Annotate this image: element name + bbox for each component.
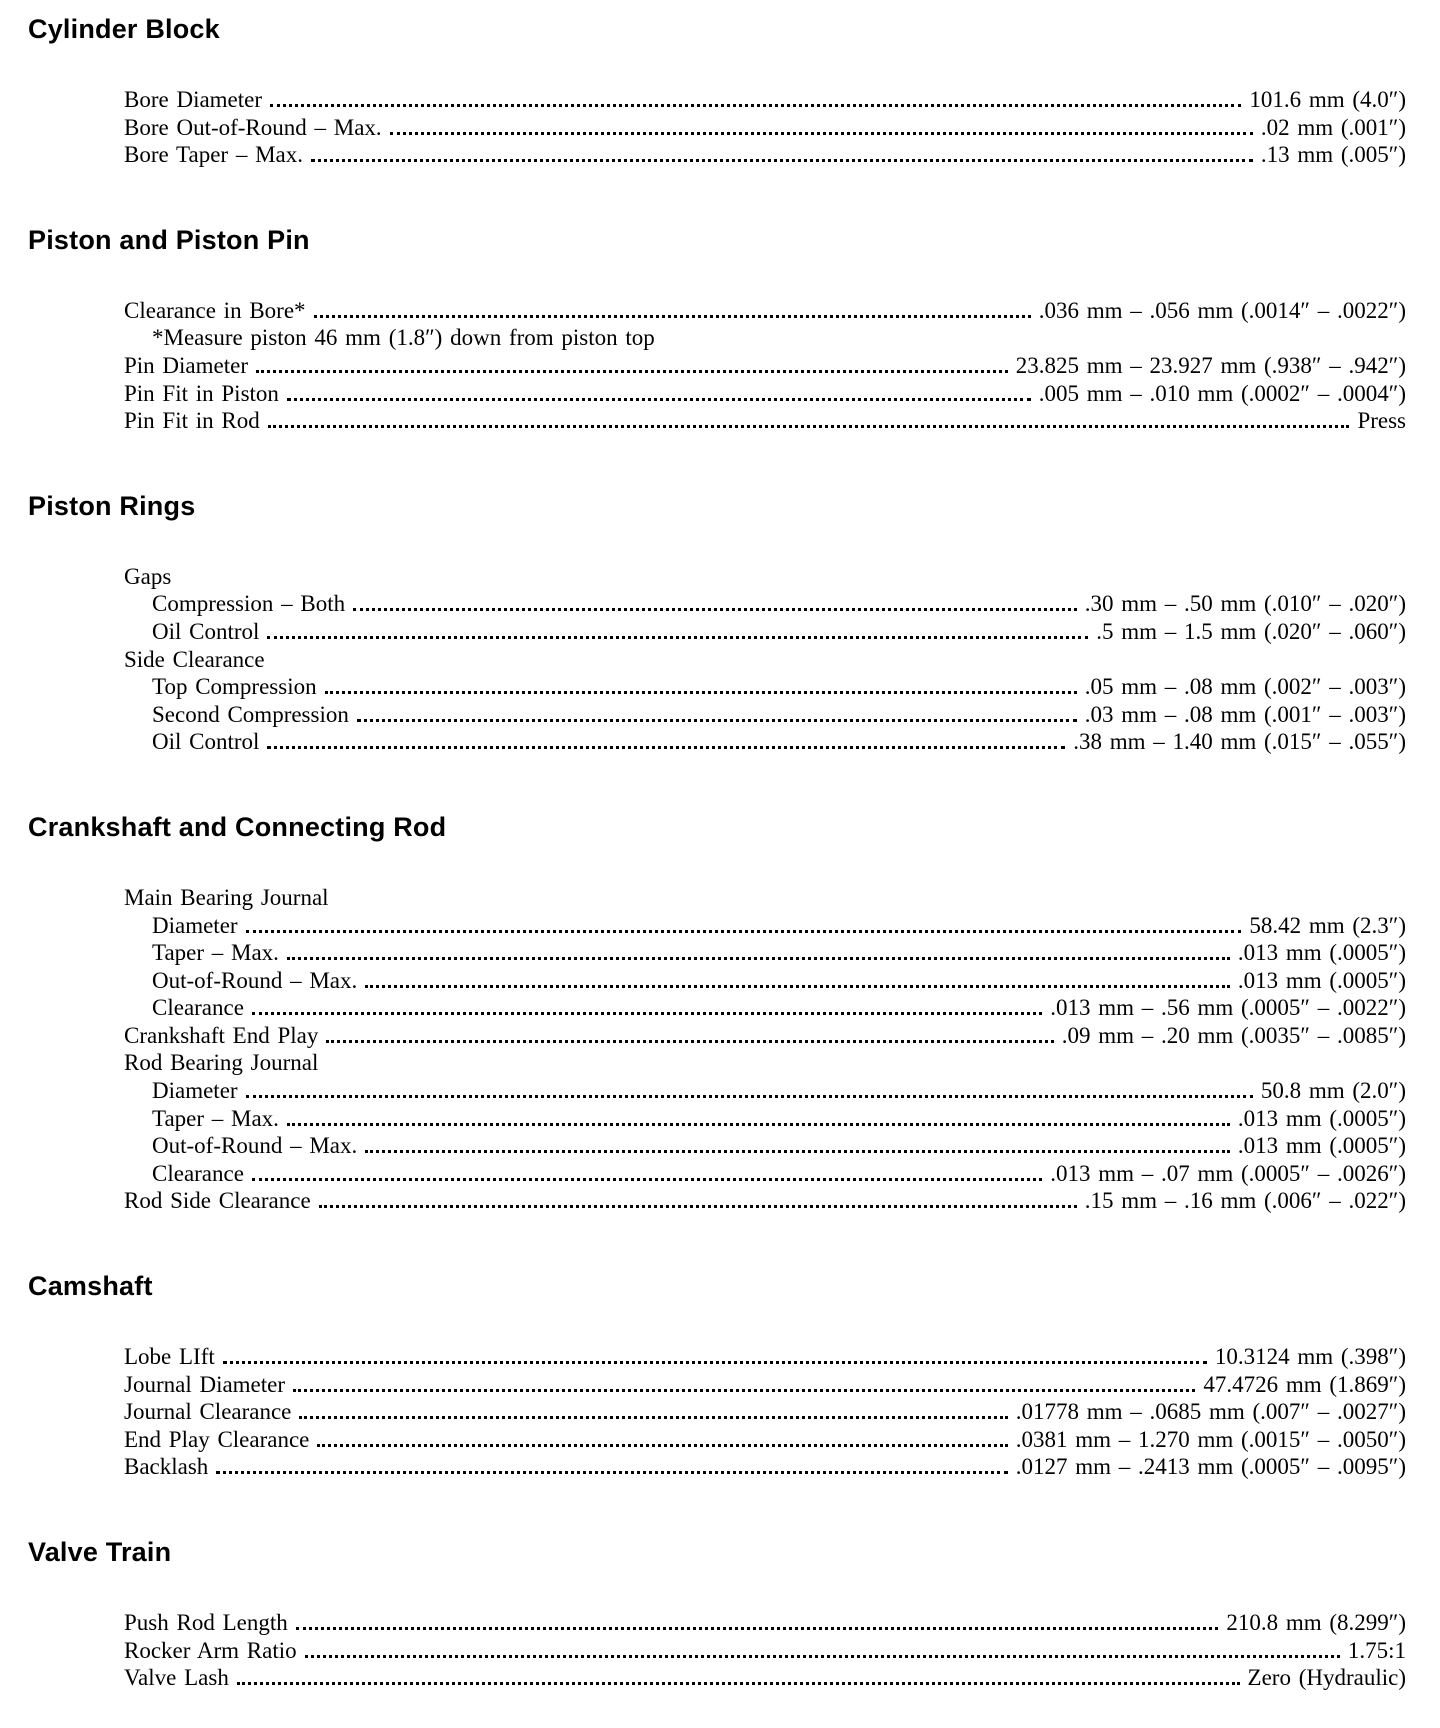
dot-leader	[270, 102, 1241, 107]
spec-label: Second Compression	[152, 701, 349, 727]
spec-value: 23.825 mm – 23.927 mm (.938″ – .942″)	[1015, 352, 1406, 378]
section-title: Piston and Piston Pin	[28, 224, 310, 255]
spec-row	[28, 1343, 1406, 1371]
spec-value: .0127 mm – .2413 mm (.0005″ – .0095″)	[1015, 1454, 1406, 1480]
spec-value: 1.75:1	[1347, 1637, 1406, 1663]
spec-row	[28, 352, 1406, 380]
spec-row	[28, 701, 1406, 729]
dot-leader	[390, 130, 1253, 135]
spec-label: Clearance in Bore*	[124, 297, 306, 323]
spec-label: Gaps	[124, 563, 172, 589]
spec-sections	[28, 14, 1406, 1692]
spec-label: End Play Clearance	[124, 1426, 310, 1452]
spec-label: Compression – Both	[152, 591, 346, 617]
dot-leader	[314, 313, 1031, 318]
spec-row	[28, 939, 1406, 967]
spec-row	[28, 590, 1406, 618]
spec-group-row	[28, 563, 1406, 591]
dot-leader	[293, 1387, 1195, 1392]
spec-row	[28, 1077, 1406, 1105]
section-rows	[28, 1609, 1406, 1692]
spec-label: Diameter	[152, 912, 238, 938]
dot-leader	[305, 1653, 1340, 1658]
spec-label: Rocker Arm Ratio	[124, 1637, 297, 1663]
spec-row	[28, 967, 1406, 995]
spec-row	[28, 1187, 1406, 1215]
spec-value: 47.4726 mm (1.869″)	[1203, 1371, 1406, 1397]
spec-label: Main Bearing Journal	[124, 884, 329, 910]
spec-row	[28, 297, 1406, 325]
dot-leader	[246, 1093, 1253, 1098]
dot-leader	[223, 1359, 1207, 1364]
spec-value: Press	[1357, 408, 1406, 434]
spec-value: .30 mm – .50 mm (.010″ – .020″)	[1084, 591, 1406, 617]
dot-leader	[365, 1148, 1230, 1153]
spec-value: .03 mm – .08 mm (.001″ – .003″)	[1084, 701, 1406, 727]
dot-leader	[296, 1625, 1219, 1630]
dot-leader	[353, 606, 1077, 611]
section-title: Crankshaft and Connecting Rod	[28, 811, 447, 842]
spec-value: .013 mm (.0005″)	[1237, 940, 1406, 966]
spec-label: Crankshaft End Play	[124, 1022, 319, 1048]
spec-label: Top Compression	[152, 674, 317, 700]
dot-leader	[252, 1010, 1042, 1015]
section-title: Cylinder Block	[28, 14, 220, 44]
spec-value: .38 mm – 1.40 mm (.015″ – .055″)	[1073, 729, 1406, 755]
spec-value: Zero (Hydraulic)	[1247, 1665, 1406, 1691]
spec-label: Diameter	[152, 1078, 238, 1104]
spec-label: Out-of-Round – Max.	[152, 1133, 358, 1159]
spec-row	[28, 1160, 1406, 1188]
spec-value: 101.6 mm (4.0″)	[1249, 87, 1406, 112]
spec-value: .02 mm (.001″)	[1260, 114, 1406, 140]
spec-value: .013 mm – .56 mm (.0005″ – .0022″)	[1050, 995, 1406, 1021]
section-title: Camshaft	[28, 1271, 153, 1302]
section-rows	[28, 1343, 1406, 1481]
spec-row	[28, 618, 1406, 646]
spec-row	[28, 141, 1406, 169]
spec-value: .15 mm – .16 mm (.006″ – .022″)	[1084, 1188, 1406, 1214]
dot-leader	[287, 1121, 1230, 1126]
spec-row	[28, 728, 1406, 756]
spec-row	[28, 380, 1406, 408]
dot-leader	[256, 368, 1008, 373]
spec-row	[28, 407, 1406, 435]
spec-label: Push Rod Length	[124, 1610, 288, 1635]
spec-row	[28, 1398, 1406, 1426]
dot-leader	[216, 1469, 1007, 1474]
spec-value: 58.42 mm (2.3″)	[1249, 912, 1406, 938]
spec-row	[28, 1371, 1406, 1399]
section-piston-rings	[28, 491, 1406, 756]
spec-row	[28, 86, 1406, 114]
spec-value: .13 mm (.005″)	[1260, 142, 1406, 168]
section-crankshaft-and-connecting-rod	[28, 812, 1406, 1215]
spec-label: Clearance	[152, 995, 244, 1021]
spec-row	[28, 1132, 1406, 1160]
spec-row	[28, 912, 1406, 940]
section-rows	[28, 563, 1406, 756]
spec-label: Out-of-Round – Max.	[152, 967, 358, 993]
spec-label: Valve Lash	[124, 1665, 229, 1691]
spec-value: .0381 mm – 1.270 mm (.0015″ – .0050″)	[1015, 1426, 1406, 1452]
spec-value: .036 mm – .056 mm (.0014″ – .0022″)	[1038, 297, 1406, 323]
spec-value: 10.3124 mm (.398″)	[1214, 1344, 1406, 1370]
spec-label: Oil Control	[152, 618, 260, 644]
dot-leader	[311, 157, 1253, 162]
dot-leader	[299, 1414, 1007, 1419]
dot-leader	[287, 955, 1230, 960]
spec-note-text: *Measure piston 46 mm (1.8″) down from piston top	[152, 325, 655, 351]
spec-value: .5 mm – 1.5 mm (.020″ – .060″)	[1096, 618, 1406, 644]
dot-leader	[317, 1442, 1007, 1447]
dot-leader	[325, 689, 1077, 694]
spec-value: 50.8 mm (2.0″)	[1260, 1078, 1406, 1104]
dot-leader	[326, 1038, 1053, 1043]
spec-row	[28, 1022, 1406, 1050]
dot-leader	[237, 1680, 1240, 1685]
spec-label: Rod Side Clearance	[124, 1188, 311, 1214]
spec-value: .013 mm – .07 mm (.0005″ – .0026″)	[1050, 1160, 1406, 1186]
spec-group-row	[28, 884, 1406, 912]
section-rows	[28, 297, 1406, 435]
spec-label: Pin Diameter	[124, 352, 248, 378]
spec-row	[28, 994, 1406, 1022]
spec-value: .01778 mm – .0685 mm (.007″ – .0027″)	[1015, 1399, 1406, 1425]
spec-value: .013 mm (.0005″)	[1237, 1105, 1406, 1131]
spec-label: Taper – Max.	[152, 1105, 279, 1131]
section-rows	[28, 884, 1406, 1215]
spec-value: .05 mm – .08 mm (.002″ – .003″)	[1084, 674, 1406, 700]
dot-leader	[252, 1176, 1042, 1181]
spec-label: Backlash	[124, 1454, 209, 1480]
spec-value: .013 mm (.0005″)	[1237, 1133, 1406, 1159]
spec-value: .005 mm – .010 mm (.0002″ – .0004″)	[1038, 380, 1406, 406]
section-piston-and-piston-pin	[28, 225, 1406, 435]
section-valve-train	[28, 1537, 1406, 1692]
spec-label: Bore Out-of-Round – Max.	[124, 114, 382, 140]
spec-label: Side Clearance	[124, 646, 265, 672]
dot-leader	[357, 717, 1077, 722]
dot-leader	[319, 1203, 1077, 1208]
section-camshaft	[28, 1271, 1406, 1481]
section-title: Piston Rings	[28, 490, 196, 521]
spec-row	[28, 673, 1406, 701]
section-title: Valve Train	[28, 1537, 172, 1567]
spec-group-row	[28, 646, 1406, 674]
spec-row	[28, 114, 1406, 142]
spec-note-row	[28, 324, 1406, 352]
spec-row	[28, 1664, 1406, 1692]
spec-label: Bore Taper – Max.	[124, 142, 303, 168]
spec-label: Pin Fit in Rod	[124, 408, 260, 434]
spec-label: Rod Bearing Journal	[124, 1050, 319, 1076]
spec-row	[28, 1609, 1406, 1637]
spec-label: Clearance	[152, 1160, 244, 1186]
dot-leader	[268, 423, 1350, 428]
spec-row	[28, 1105, 1406, 1133]
spec-value: 210.8 mm (8.299″)	[1226, 1610, 1406, 1635]
dot-leader	[287, 396, 1031, 401]
spec-value: .09 mm – .20 mm (.0035″ – .0085″)	[1061, 1022, 1406, 1048]
dot-leader	[246, 928, 1242, 933]
spec-row	[28, 1426, 1406, 1454]
spec-label: Bore Diameter	[124, 87, 263, 112]
spec-label: Oil Control	[152, 729, 260, 755]
section-cylinder-block	[28, 14, 1406, 169]
section-rows	[28, 86, 1406, 169]
spec-row	[28, 1637, 1406, 1665]
spec-label: Journal Diameter	[124, 1371, 286, 1397]
dot-leader	[267, 634, 1088, 639]
spec-label: Lobe LIft	[124, 1344, 215, 1370]
dot-leader	[267, 744, 1065, 749]
spec-label: Pin Fit in Piston	[124, 380, 279, 406]
spec-label: Taper – Max.	[152, 940, 279, 966]
spec-group-row	[28, 1049, 1406, 1077]
spec-row	[28, 1453, 1406, 1481]
spec-label: Journal Clearance	[124, 1399, 292, 1425]
dot-leader	[365, 983, 1230, 988]
spec-value: .013 mm (.0005″)	[1237, 967, 1406, 993]
